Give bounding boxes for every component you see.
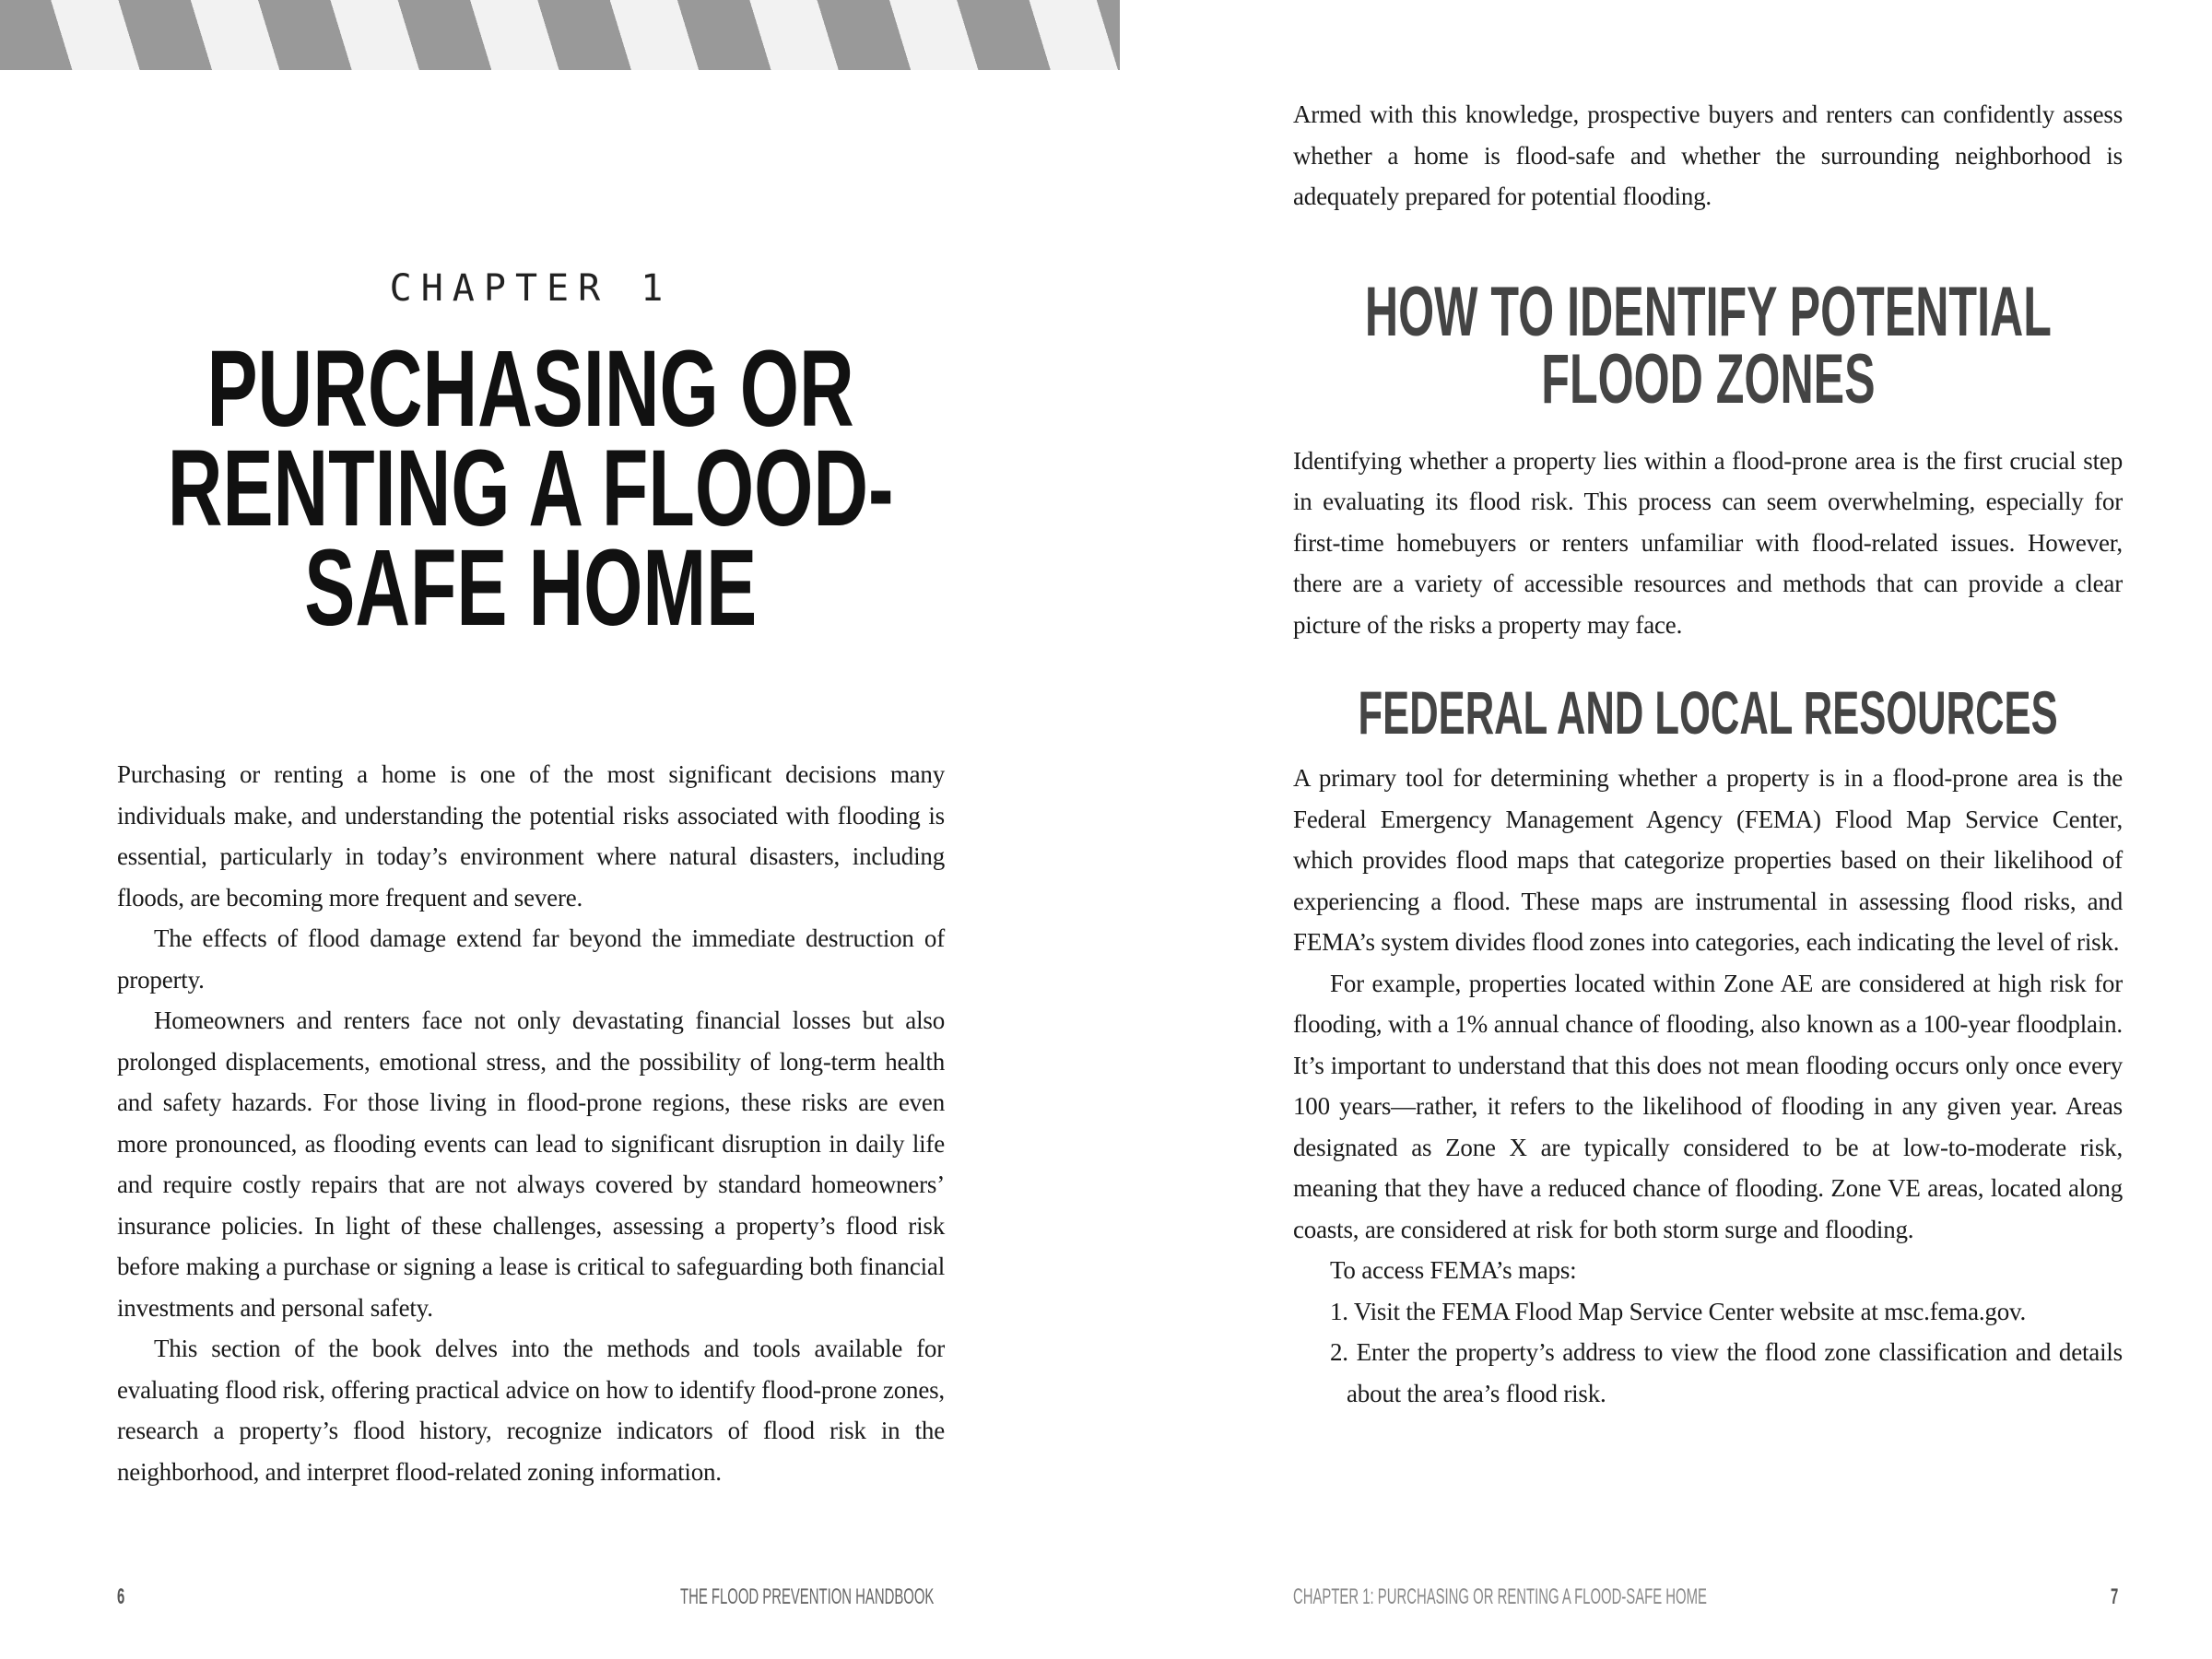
chapter-title-line: SAFE HOME [304,527,758,649]
page-number: 6 [117,1584,125,1609]
section-heading-identify [1293,272,2123,418]
page-number-right [2111,1583,2123,1611]
decorative-stripe-band [0,0,1120,70]
chapter-label: CHAPTER 1 [389,267,673,310]
footer-text: THE FLOOD PREVENTION HANDBOOK [680,1584,935,1609]
right-page-content [1293,94,2123,1414]
chapter-title-line: PURCHASING OR [206,328,855,450]
paragraph: The effects of flood damage extend far beyond the immediate destruction of property. [117,924,945,994]
federal-section-text [1293,758,2123,1414]
steps-list [1293,1291,2123,1415]
running-footer-left [680,1583,1089,1611]
paragraph: For example, properties located within Zone AE are considered at high risk for flooding, with a 1% annual chance of flooding, also known as a 100-year floodplain. It’s important to understand that this does not mean flooding occurs only once every 100 years—rather, it refers to the likelihood of flooding in any given year. Areas designated as Zone X are typically considered to be at low-to-moderate risk, meaning that they have a reduced chance of flooding. Zone VE areas, located along coasts, are considered at risk for both storm surge and flooding. [1293,969,2123,1243]
paragraph: Armed with this knowledge, prospective buyers and renters can confidently assess whether a home is flood-safe and whether the surrounding neighborhood is adequately prepared for potential flooding. [1293,100,2123,210]
paragraph: A primary tool for determining whether a property is in a flood-prone area is the Federal Emergency Management Agency (FEMA) Flood Map Service Center, which provides flood maps that categorize properties based on their likelihood of experiencing a flood. These maps are instrumental in assessing flood risks, and FEMA’s system divides flood zones into categories, each indicating the level of risk. [1293,764,2123,956]
heading-line: FLOOD ZONES [1540,339,1876,418]
page-number: 7 [2111,1584,2119,1609]
paragraph: Identifying whether a property lies within a flood-prone area is the first crucial step in evaluating its flood risk. This process can seem overwhelming, especially for first-time homebuyers or renters unfamiliar with flood-related issues. However, there are a variety of accessible resources and methods that can provide a clear picture of the risks a property may face. [1293,446,2123,639]
heading-line: FEDERAL AND LOCAL RESOURCES [1358,678,2058,747]
list-item: 1. Visit the FEMA Flood Map Service Center website at msc.fema.gov. [1330,1297,2027,1325]
identify-section-text [1293,441,2123,646]
chapter-title-line: RENTING A FLOOD- [168,428,894,549]
page-number-left [117,1583,129,1611]
chapter-title [117,328,945,649]
left-body-text [117,754,945,1492]
paragraph: Homeowners and renters face not only devastating financial losses but also prolonged displacements, emotional stress, and the possibility of long-term health and safety hazards. For those living in flood-prone regions, these risks are even more pronounced, as flooding events can lead to significant disruption in daily life and require costly repairs that are not always covered by standard homeowners’ insurance policies. In light of these challenges, assessing a property’s flood risk before making a purchase or signing a lease is critical to safeguarding both financial investments and personal safety. [117,1006,945,1322]
section-heading-federal [1293,680,2123,745]
running-footer-right [1293,1583,1960,1611]
list-item: 2. Enter the property’s address to view the flood zone classification and details about the area’s flood risk. [1330,1338,2123,1407]
heading-line: HOW TO IDENTIFY POTENTIAL [1364,272,2052,351]
footer-text: CHAPTER 1: PURCHASING OR RENTING A FLOOD-SAFE HOME [1293,1584,1707,1609]
paragraph: Purchasing or renting a home is one of the most significant decisions many individuals make, and understanding the potential risks associated with flooding is essential, particularly in today’s environment where natural disasters, including floods, are becoming more frequent and severe. [117,760,945,912]
right-intro-text [1293,94,2123,218]
paragraph: This section of the book delves into the methods and tools available for evaluating flood risk, offering practical advice on how to identify flood-prone zones, research a property’s flood history, recognize indicators of flood risk in the neighborhood, and interpret flood-related zoning information. [117,1335,945,1486]
paragraph: To access FEMA’s maps: [1330,1256,1577,1284]
